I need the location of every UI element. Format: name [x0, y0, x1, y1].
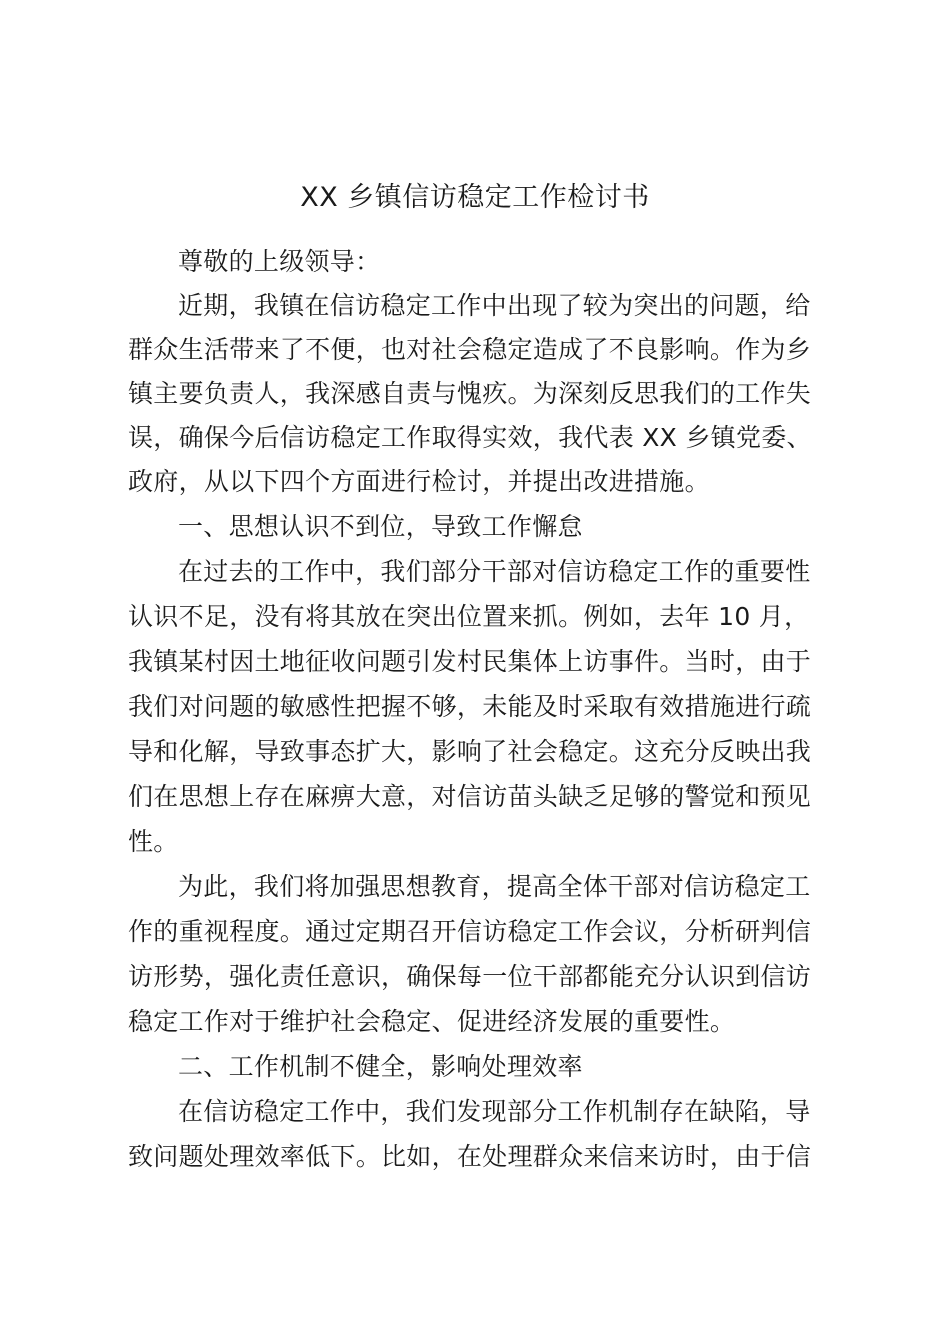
- paragraph-line: 为此，我们将加强思想教育，提高全体干部对信访稳定工: [178, 872, 811, 901]
- paragraph-line: 认识不足，没有将其放在突出位置来抓。例如，去年 10 月，: [128, 602, 810, 631]
- salutation: 尊敬的上级领导：: [178, 247, 381, 276]
- paragraph-line: 访形势，强化责任意识，确保每一位干部都能充分认识到信访: [128, 962, 812, 991]
- paragraph-line: 作的重视程度。通过定期召开信访稳定工作会议，分析研判信: [128, 917, 812, 946]
- paragraph-line: 我镇某村因土地征收问题引发村民集体上访事件。当时，由于: [128, 647, 812, 676]
- paragraph-line: 在过去的工作中，我们部分干部对信访稳定工作的重要性: [178, 557, 811, 586]
- paragraph-line: 镇主要负责人，我深感自责与愧疚。为深刻反思我们的工作失: [128, 379, 812, 408]
- document-title: XX 乡镇信访稳定工作检讨书: [300, 182, 650, 213]
- paragraph-line: 政府，从以下四个方面进行检讨，并提出改进措施。: [128, 467, 710, 496]
- paragraph-line: 近期，我镇在信访稳定工作中出现了较为突出的问题，给: [178, 291, 811, 320]
- paragraph-line: 群众生活带来了不便，也对社会稳定造成了不良影响。作为乡: [128, 335, 812, 364]
- paragraph-line: 我们对问题的敏感性把握不够，未能及时采取有效措施进行疏: [128, 692, 812, 721]
- paragraph-line: 们在思想上存在麻痹大意，对信访苗头缺乏足够的警觉和预见: [128, 782, 812, 811]
- paragraph-line: 稳定工作对于维护社会稳定、促进经济发展的重要性。: [128, 1007, 736, 1036]
- paragraph-line: 在信访稳定工作中，我们发现部分工作机制存在缺陷，导: [178, 1097, 811, 1126]
- paragraph-line: 性。: [128, 827, 179, 856]
- paragraph-line: 误，确保今后信访稳定工作取得实效，我代表 XX 乡镇党委、: [128, 423, 812, 452]
- section-heading: 一、思想认识不到位，导致工作懈怠: [178, 512, 583, 541]
- section-heading: 二、工作机制不健全，影响处理效率: [178, 1052, 583, 1081]
- paragraph-line: 致问题处理效率低下。比如，在处理群众来信来访时，由于信: [128, 1142, 812, 1171]
- paragraph-line: 导和化解，导致事态扩大，影响了社会稳定。这充分反映出我: [128, 737, 812, 766]
